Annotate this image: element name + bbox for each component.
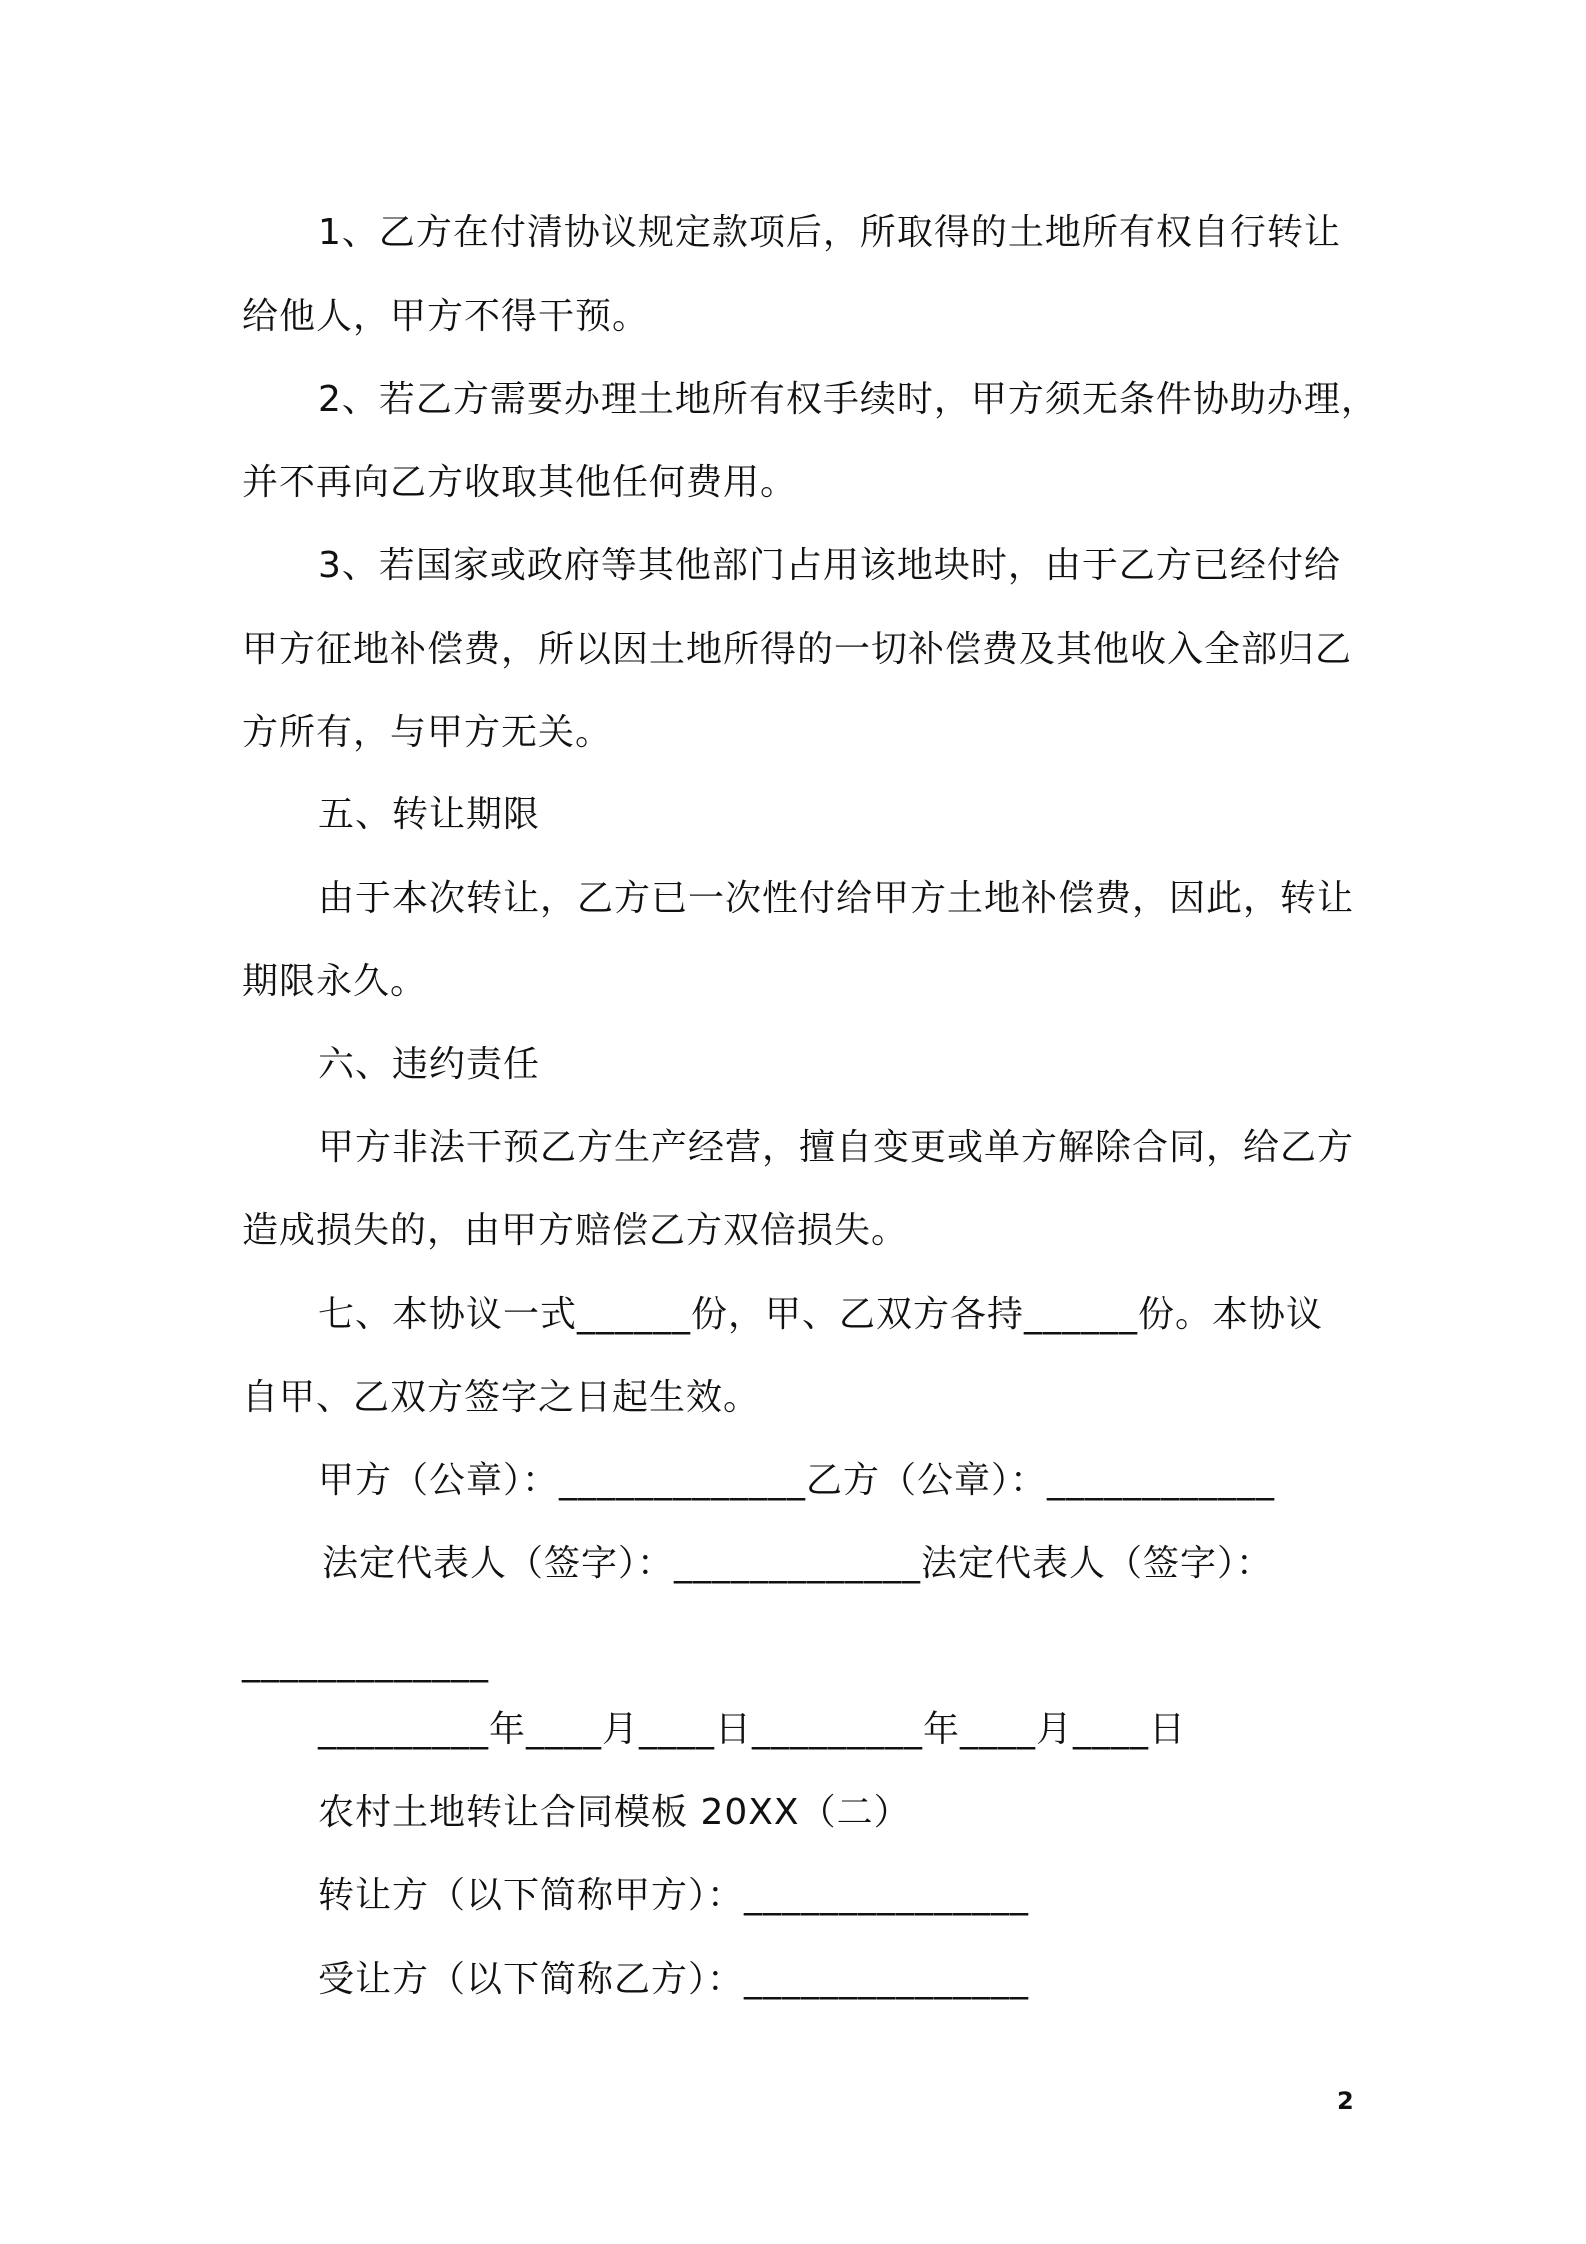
clause-2-line-1: 2、若乙方需要办理土地所有权手续时，甲方须无条件协助办理， <box>318 379 1378 420</box>
date-line: _________年____月____日_________年____月____日 <box>318 1709 1186 1750</box>
liability-line-2: 造成损失的，由甲方赔偿乙方双倍损失。 <box>242 1210 909 1251</box>
template-title: 农村土地转让合同模板 20XX（二） <box>318 1792 911 1833</box>
seal-signature-line: 甲方（公章）：_____________乙方（公章）：____________ <box>318 1460 1276 1501</box>
clause-2-line-2: 并不再向乙方收取其他任何费用。 <box>242 462 798 503</box>
transferor-line: 转让方（以下简称甲方）：_______________ <box>318 1875 1030 1916</box>
clause-3-line-2: 甲方征地补偿费，所以因土地所得的一切补偿费及其他收入全部归乙 <box>242 629 1353 670</box>
transferee-line: 受让方（以下简称乙方）：_______________ <box>318 1959 1030 2000</box>
section-heading-transfer-term: 五、转让期限 <box>318 794 541 835</box>
clause-1-line-2: 给他人，甲方不得干预。 <box>242 296 650 337</box>
clause-1-line-1: 1、乙方在付清协议规定款项后，所取得的土地所有权自行转让 <box>318 212 1341 253</box>
legal-representative-blank: _____________ <box>242 1642 489 1683</box>
transfer-term-line-2: 期限永久。 <box>242 961 428 1002</box>
legal-representative-line: 法定代表人（签字）：_____________法定代表人（签字）： <box>322 1543 1274 1584</box>
transfer-term-line-1: 由于本次转让，乙方已一次性付给甲方土地补偿费，因此，转让 <box>318 878 1355 919</box>
clause-7-line-1: 七、本协议一式______份，甲、乙双方各持______份。本协议 <box>318 1294 1324 1335</box>
liability-line-1: 甲方非法干预乙方生产经营，擅自变更或单方解除合同，给乙方 <box>318 1127 1355 1168</box>
page-number: 2 <box>1337 2087 1354 2115</box>
section-heading-liability: 六、违约责任 <box>318 1044 541 1085</box>
clause-3-line-1: 3、若国家或政府等其他部门占用该地块时，由于乙方已经付给 <box>318 545 1341 586</box>
clause-3-line-3: 方所有，与甲方无关。 <box>242 712 613 753</box>
clause-7-line-2: 自甲、乙双方签字之日起生效。 <box>242 1377 761 1418</box>
